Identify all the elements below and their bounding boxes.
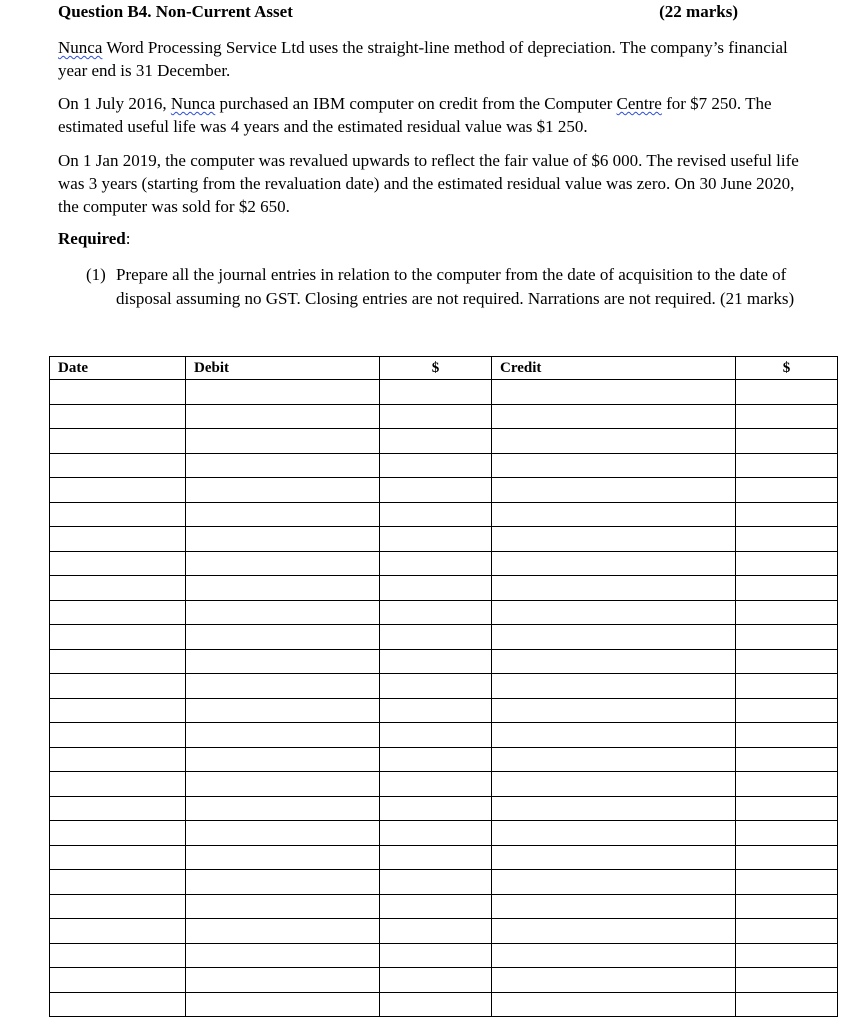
debit-account-cell[interactable] [186, 821, 380, 846]
credit-amount-cell[interactable] [736, 796, 838, 821]
credit-amount-cell[interactable] [736, 502, 838, 527]
debit-account-cell[interactable] [186, 576, 380, 601]
header-date: Date [50, 357, 186, 380]
journal-entry-table [49, 356, 838, 1017]
date-cell[interactable] [50, 992, 186, 1017]
table-row [50, 625, 838, 650]
date-cell[interactable] [50, 698, 186, 723]
debit-amount-cell[interactable] [380, 992, 492, 1017]
table-row [50, 723, 838, 748]
part-1-instruction [86, 263, 796, 311]
date-cell[interactable] [50, 502, 186, 527]
credit-account-cell[interactable] [492, 845, 736, 870]
date-cell[interactable] [50, 894, 186, 919]
table-row [50, 527, 838, 552]
table-row [50, 600, 838, 625]
credit-account-cell[interactable] [492, 772, 736, 797]
header-debit: Debit [186, 357, 380, 380]
credit-account-cell[interactable] [492, 649, 736, 674]
credit-amount-cell[interactable] [736, 600, 838, 625]
credit-account-cell[interactable] [492, 404, 736, 429]
date-cell[interactable] [50, 674, 186, 699]
date-cell[interactable] [50, 747, 186, 772]
credit-account-cell[interactable] [492, 698, 736, 723]
debit-account-cell[interactable] [186, 894, 380, 919]
credit-amount-cell[interactable] [736, 527, 838, 552]
debit-amount-cell[interactable] [380, 747, 492, 772]
question-header [58, 2, 738, 26]
debit-account-cell[interactable] [186, 992, 380, 1017]
table-row [50, 698, 838, 723]
debit-amount-cell[interactable] [380, 943, 492, 968]
debit-account-cell[interactable] [186, 723, 380, 748]
debit-amount-cell[interactable] [380, 453, 492, 478]
debit-amount-cell[interactable] [380, 845, 492, 870]
credit-account-cell[interactable] [492, 796, 736, 821]
credit-account-cell[interactable] [492, 919, 736, 944]
debit-amount-cell[interactable] [380, 404, 492, 429]
credit-amount-cell[interactable] [736, 943, 838, 968]
debit-account-cell[interactable] [186, 968, 380, 993]
debit-amount-cell[interactable] [380, 723, 492, 748]
purchase-text-c: for $7 250. The estimated useful life was 4 years and the estimated residual value was $1 250. [58, 94, 772, 136]
debit-account-cell[interactable] [186, 527, 380, 552]
required-colon: : [125, 229, 131, 248]
company-name: Nunca [58, 38, 103, 57]
header-debit-amount: $ [380, 357, 492, 380]
credit-account-cell[interactable] [492, 600, 736, 625]
date-cell[interactable] [50, 527, 186, 552]
credit-account-cell[interactable] [492, 747, 736, 772]
table-row [50, 380, 838, 405]
table-row [50, 772, 838, 797]
debit-account-cell[interactable] [186, 625, 380, 650]
table-row [50, 453, 838, 478]
debit-account-cell[interactable] [186, 649, 380, 674]
credit-amount-cell[interactable] [736, 576, 838, 601]
credit-amount-cell[interactable] [736, 649, 838, 674]
credit-amount-cell[interactable] [736, 772, 838, 797]
date-cell[interactable] [50, 478, 186, 503]
table-row [50, 429, 838, 454]
debit-amount-cell[interactable] [380, 625, 492, 650]
debit-account-cell[interactable] [186, 943, 380, 968]
credit-account-cell[interactable] [492, 943, 736, 968]
credit-amount-cell[interactable] [736, 453, 838, 478]
credit-account-cell[interactable] [492, 821, 736, 846]
debit-amount-cell[interactable] [380, 600, 492, 625]
credit-amount-cell[interactable] [736, 404, 838, 429]
debit-amount-cell[interactable] [380, 821, 492, 846]
paragraph-revaluation: On 1 Jan 2019, the computer was revalued upwards to reflect the fair value of $6 000. The revised useful life was 3 years (starting from the revaluation date) and the estimated residual value was zero. On 30 June 2020, the computer was sold for $2 650. [58, 151, 799, 216]
company-info-text: Word Processing Service Ltd uses the straight-line method of depreciation. The company’s financial year end is 31 December. [58, 38, 788, 80]
credit-amount-cell[interactable] [736, 625, 838, 650]
credit-account-cell[interactable] [492, 527, 736, 552]
date-cell[interactable] [50, 625, 186, 650]
credit-amount-cell[interactable] [736, 698, 838, 723]
purchase-text-b: purchased an IBM computer on credit from the Computer [215, 94, 617, 113]
credit-account-cell[interactable] [492, 992, 736, 1017]
credit-account-cell[interactable] [492, 551, 736, 576]
debit-account-cell[interactable] [186, 919, 380, 944]
debit-account-cell[interactable] [186, 453, 380, 478]
debit-amount-cell[interactable] [380, 870, 492, 895]
credit-account-cell[interactable] [492, 576, 736, 601]
header-credit-amount: $ [736, 357, 838, 380]
table-row [50, 747, 838, 772]
table-row [50, 943, 838, 968]
table-row [50, 674, 838, 699]
credit-amount-cell[interactable] [736, 894, 838, 919]
date-cell[interactable] [50, 870, 186, 895]
credit-amount-cell[interactable] [736, 870, 838, 895]
debit-amount-cell[interactable] [380, 429, 492, 454]
debit-account-cell[interactable] [186, 796, 380, 821]
date-cell[interactable] [50, 429, 186, 454]
date-cell[interactable] [50, 576, 186, 601]
credit-amount-cell[interactable] [736, 992, 838, 1017]
date-cell[interactable] [50, 968, 186, 993]
table-row [50, 968, 838, 993]
credit-account-cell[interactable] [492, 723, 736, 748]
credit-amount-cell[interactable] [736, 968, 838, 993]
debit-amount-cell[interactable] [380, 502, 492, 527]
table-row [50, 551, 838, 576]
table-row [50, 845, 838, 870]
debit-amount-cell[interactable] [380, 576, 492, 601]
table-row [50, 576, 838, 601]
debit-amount-cell[interactable] [380, 674, 492, 699]
debit-amount-cell[interactable] [380, 968, 492, 993]
credit-account-cell[interactable] [492, 674, 736, 699]
credit-amount-cell[interactable] [736, 821, 838, 846]
debit-amount-cell[interactable] [380, 478, 492, 503]
debit-amount-cell[interactable] [380, 919, 492, 944]
table-row [50, 821, 838, 846]
credit-amount-cell[interactable] [736, 845, 838, 870]
question-marks: (22 marks) [659, 2, 738, 21]
credit-account-cell[interactable] [492, 478, 736, 503]
header-credit: Credit [492, 357, 736, 380]
date-cell[interactable] [50, 821, 186, 846]
paragraph-purchase [58, 92, 803, 138]
table-row [50, 894, 838, 919]
date-cell[interactable] [50, 649, 186, 674]
table-row [50, 919, 838, 944]
date-cell[interactable] [50, 919, 186, 944]
date-cell[interactable] [50, 845, 186, 870]
credit-amount-cell[interactable] [736, 723, 838, 748]
date-cell[interactable] [50, 600, 186, 625]
table-row [50, 870, 838, 895]
date-cell[interactable] [50, 723, 186, 748]
date-cell[interactable] [50, 551, 186, 576]
date-cell[interactable] [50, 772, 186, 797]
centre-word: Centre [616, 94, 662, 113]
part-1-number: (1) [86, 265, 106, 284]
debit-amount-cell[interactable] [380, 698, 492, 723]
debit-account-cell[interactable] [186, 747, 380, 772]
required-heading [58, 229, 130, 249]
date-cell[interactable] [50, 796, 186, 821]
required-label: Required [58, 229, 126, 248]
credit-account-cell[interactable] [492, 894, 736, 919]
date-cell[interactable] [50, 943, 186, 968]
credit-amount-cell[interactable] [736, 551, 838, 576]
credit-account-cell[interactable] [492, 380, 736, 405]
debit-amount-cell[interactable] [380, 527, 492, 552]
question-title: Question B4. Non-Current Asset [58, 2, 293, 21]
purchase-text-a: On 1 July 2016, [58, 94, 171, 113]
paragraph-company-info [58, 36, 803, 82]
part-1-text: Prepare all the journal entries in relation to the computer from the date of acquisition to the date of disposal assuming no GST. Closing entries are not required. Narrations are not required. (21 marks) [116, 265, 795, 308]
credit-account-cell[interactable] [492, 625, 736, 650]
credit-amount-cell[interactable] [736, 478, 838, 503]
table-row [50, 796, 838, 821]
credit-account-cell[interactable] [492, 968, 736, 993]
debit-account-cell[interactable] [186, 429, 380, 454]
company-name-2: Nunca [170, 94, 216, 113]
table-row [50, 478, 838, 503]
credit-amount-cell[interactable] [736, 919, 838, 944]
debit-account-cell[interactable] [186, 404, 380, 429]
debit-account-cell[interactable] [186, 870, 380, 895]
debit-account-cell[interactable] [186, 478, 380, 503]
journal-body [50, 380, 838, 1017]
debit-account-cell[interactable] [186, 502, 380, 527]
credit-amount-cell[interactable] [736, 674, 838, 699]
credit-amount-cell[interactable] [736, 429, 838, 454]
journal-header-row [50, 357, 838, 380]
credit-amount-cell[interactable] [736, 747, 838, 772]
debit-account-cell[interactable] [186, 698, 380, 723]
debit-account-cell[interactable] [186, 772, 380, 797]
credit-account-cell[interactable] [492, 429, 736, 454]
credit-account-cell[interactable] [492, 870, 736, 895]
credit-amount-cell[interactable] [736, 380, 838, 405]
table-row [50, 502, 838, 527]
credit-account-cell[interactable] [492, 453, 736, 478]
table-row [50, 649, 838, 674]
date-cell[interactable] [50, 453, 186, 478]
date-cell[interactable] [50, 380, 186, 405]
table-row [50, 992, 838, 1017]
debit-amount-cell[interactable] [380, 649, 492, 674]
debit-amount-cell[interactable] [380, 380, 492, 405]
credit-account-cell[interactable] [492, 502, 736, 527]
debit-account-cell[interactable] [186, 380, 380, 405]
debit-amount-cell[interactable] [380, 894, 492, 919]
debit-amount-cell[interactable] [380, 551, 492, 576]
debit-account-cell[interactable] [186, 600, 380, 625]
debit-account-cell[interactable] [186, 551, 380, 576]
debit-amount-cell[interactable] [380, 796, 492, 821]
debit-amount-cell[interactable] [380, 772, 492, 797]
date-cell[interactable] [50, 404, 186, 429]
table-row [50, 404, 838, 429]
debit-account-cell[interactable] [186, 845, 380, 870]
debit-account-cell[interactable] [186, 674, 380, 699]
